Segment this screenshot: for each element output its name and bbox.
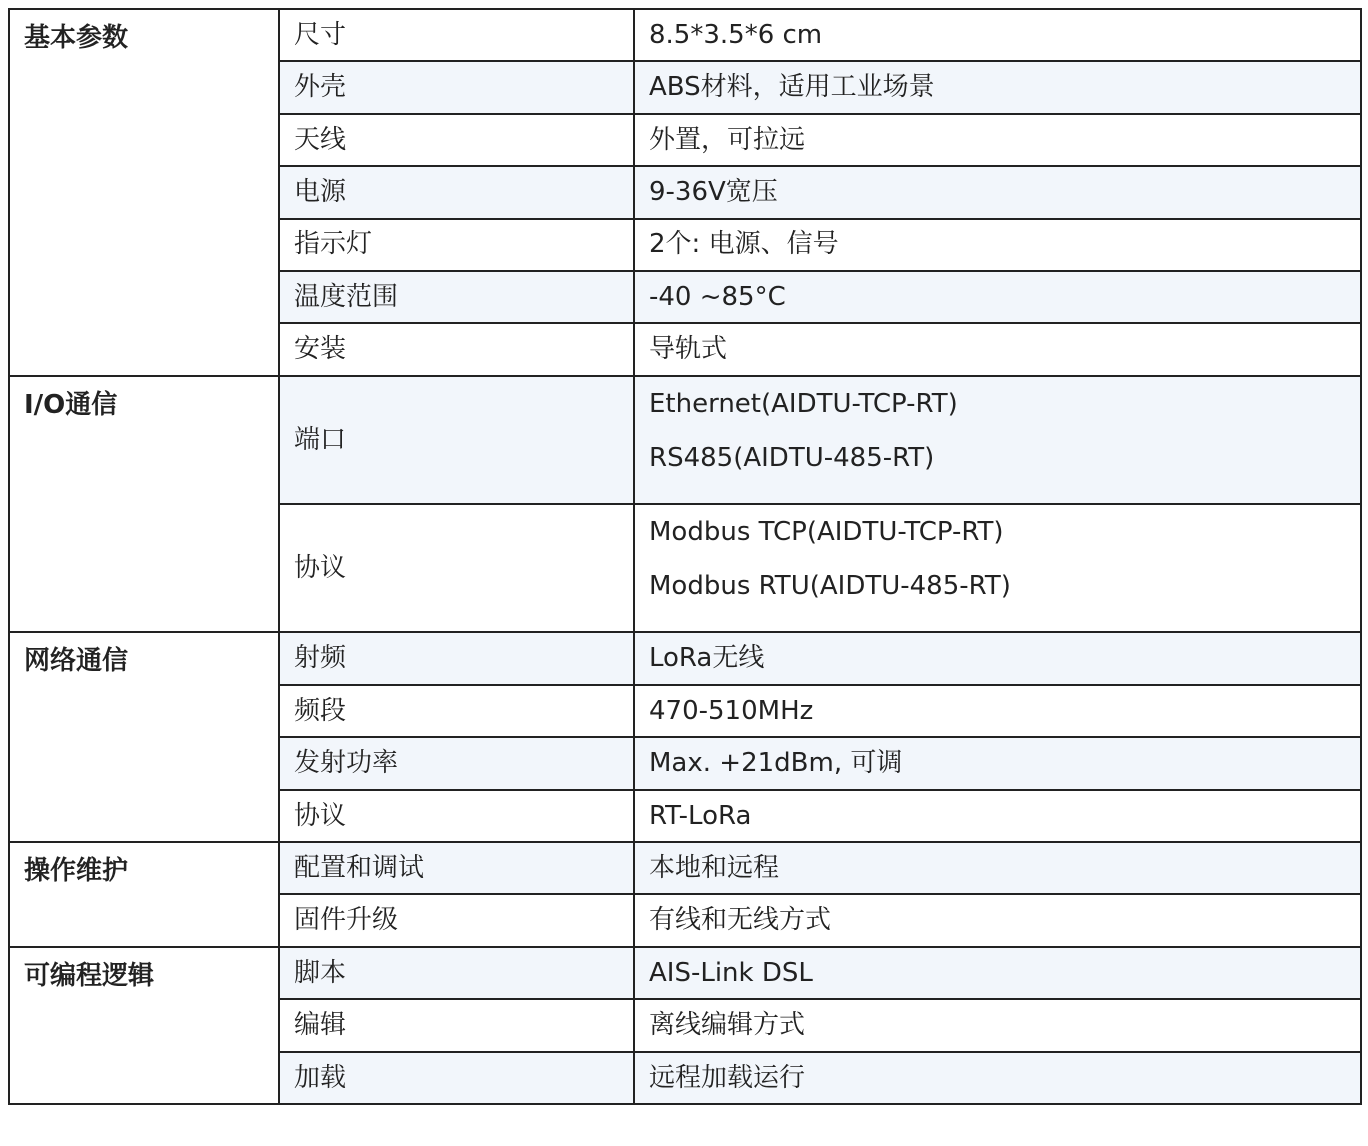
value-cell: LoRa无线 (634, 632, 1361, 684)
table-row (9, 947, 1361, 999)
value-line: RS485(AIDTU-485-RT) (649, 442, 935, 473)
category-cell: 网络通信 (9, 632, 279, 842)
spec-table (8, 8, 1362, 1105)
category-cell: 操作维护 (9, 842, 279, 947)
param-cell: 温度范围 (279, 271, 634, 323)
spec-table-body (9, 9, 1361, 1104)
value-cell: 470-510MHz (634, 685, 1361, 737)
value-line: Ethernet(AIDTU-TCP-RT) (649, 388, 958, 419)
table-row (9, 9, 1361, 61)
param-cell: 配置和调试 (279, 842, 634, 894)
value-cell: 离线编辑方式 (634, 999, 1361, 1051)
param-cell: 安装 (279, 323, 634, 375)
param-cell: 固件升级 (279, 894, 634, 946)
value-cell (634, 376, 1361, 504)
param-cell: 编辑 (279, 999, 634, 1051)
value-cell (634, 504, 1361, 632)
value-cell: Max. +21dBm, 可调 (634, 737, 1361, 789)
value-cell: 2个: 电源、信号 (634, 219, 1361, 271)
param-cell: 加载 (279, 1052, 634, 1104)
value-cell: 本地和远程 (634, 842, 1361, 894)
value-cell: -40 ~85°C (634, 271, 1361, 323)
value-cell: 导轨式 (634, 323, 1361, 375)
param-cell: 协议 (279, 790, 634, 842)
category-cell: 可编程逻辑 (9, 947, 279, 1104)
category-cell: 基本参数 (9, 9, 279, 376)
param-cell: 外壳 (279, 61, 634, 113)
value-cell: 外置，可拉远 (634, 114, 1361, 166)
param-cell: 尺寸 (279, 9, 634, 61)
param-cell: 协议 (279, 504, 634, 632)
param-cell: 天线 (279, 114, 634, 166)
param-cell: 端口 (279, 376, 634, 504)
param-cell: 指示灯 (279, 219, 634, 271)
value-cell: 9-36V宽压 (634, 166, 1361, 218)
value-cell: 远程加载运行 (634, 1052, 1361, 1104)
param-cell: 脚本 (279, 947, 634, 999)
value-cell: ABS材料，适用工业场景 (634, 61, 1361, 113)
param-cell: 电源 (279, 166, 634, 218)
param-cell: 发射功率 (279, 737, 634, 789)
param-cell: 射频 (279, 632, 634, 684)
category-cell: I/O通信 (9, 376, 279, 633)
value-line: Modbus TCP(AIDTU-TCP-RT) (649, 517, 1004, 548)
table-row (9, 842, 1361, 894)
table-row (9, 376, 1361, 504)
table-row (9, 632, 1361, 684)
value-cell: 8.5*3.5*6 cm (634, 9, 1361, 61)
value-cell: 有线和无线方式 (634, 894, 1361, 946)
param-cell: 频段 (279, 685, 634, 737)
value-cell: AIS-Link DSL (634, 947, 1361, 999)
value-line: Modbus RTU(AIDTU-485-RT) (649, 571, 1011, 602)
value-cell: RT-LoRa (634, 790, 1361, 842)
